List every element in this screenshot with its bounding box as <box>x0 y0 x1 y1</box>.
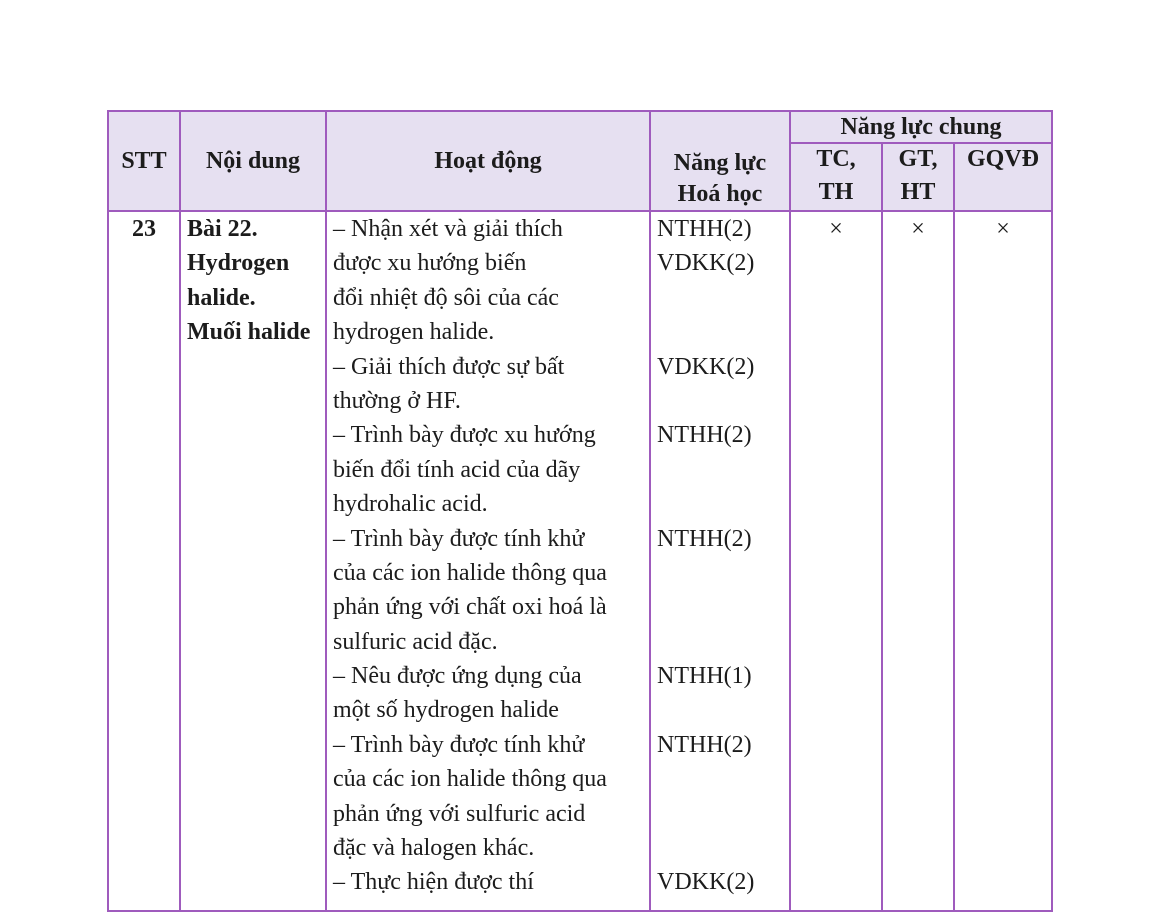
competency-line <box>657 590 789 624</box>
activity-line: – Nêu được ứng dụng của <box>333 663 582 690</box>
competency-line: VDKK(2) <box>657 869 755 896</box>
row-tc-th <box>790 211 882 911</box>
header-gt-ht-line2: HT <box>900 179 936 205</box>
header-tc-th <box>790 143 882 211</box>
header-gt-ht-line1: GT, <box>898 146 938 172</box>
header-stt: STT <box>108 111 180 211</box>
header-nang-luc-hoa-hoc-line1: Năng lực <box>673 150 767 176</box>
competency-line <box>657 831 789 865</box>
header-gt-ht <box>882 143 954 211</box>
activity-line: của các ion halide thông qua <box>333 559 607 586</box>
competency-line <box>657 487 789 521</box>
noi-dung-line: Bài 22. <box>187 216 258 242</box>
competency-line: NTHH(2) <box>657 216 752 242</box>
gt-ht-mark: × <box>911 216 925 242</box>
header-noi-dung: Nội dung <box>180 111 326 211</box>
competency-line <box>657 797 789 831</box>
gqvd-mark: × <box>996 216 1010 242</box>
table-header <box>108 111 1052 211</box>
row-gt-ht <box>882 211 954 911</box>
header-gqvd <box>954 143 1052 211</box>
noi-dung-line: Muối halide <box>187 319 311 346</box>
activity-line: hydrohalic acid. <box>333 491 488 518</box>
noi-dung-line: Hydrogen <box>187 250 290 277</box>
activity-line: phản ứng với sulfuric acid <box>333 800 586 827</box>
competency-line: VDKK(2) <box>657 353 755 380</box>
activity-line: thường ở HF. <box>333 387 461 414</box>
activity-line: – Trình bày được tính khử <box>333 525 585 552</box>
row-gqvd <box>954 211 1052 911</box>
table-row <box>108 211 1052 911</box>
activity-line: được xu hướng biến <box>333 250 527 277</box>
activity-line: sulfuric acid đặc. <box>333 628 498 655</box>
header-nang-luc-hoa-hoc-line2: Hoá học <box>677 181 763 207</box>
activity-line: của các ion halide thông qua <box>333 766 607 793</box>
header-nang-luc-hoa-hoc <box>650 111 790 211</box>
activity-line: phản ứng với chất oxi hoá là <box>333 594 607 621</box>
activity-line: – Giải thích được sự bất <box>333 353 565 380</box>
header-hoat-dong: Hoạt động <box>326 111 650 211</box>
header-gqvd-label: GQVĐ <box>967 146 1040 172</box>
competency-line <box>657 625 789 659</box>
competency-line <box>657 315 789 349</box>
competency-table <box>107 110 1053 912</box>
activity-line: đặc và halogen khác. <box>333 835 535 862</box>
competency-line <box>657 762 789 796</box>
competency-line: NTHH(1) <box>657 663 752 690</box>
activity-line: – Thực hiện được thí <box>333 869 534 896</box>
activity-line: – Nhận xét và giải thích <box>333 216 563 242</box>
competency-line: NTHH(2) <box>657 525 752 552</box>
activity-line: hydrogen halide. <box>333 319 495 346</box>
header-tc-th-line1: TC, <box>816 146 856 172</box>
row-stt <box>108 211 180 911</box>
competency-line <box>657 384 789 418</box>
activity-line: biến đổi tính acid của dãy <box>333 456 581 483</box>
competency-line: VDKK(2) <box>657 250 755 277</box>
competency-line <box>657 281 789 315</box>
competency-line: NTHH(2) <box>657 422 752 449</box>
activity-line: đổi nhiệt độ sôi của các <box>333 284 559 311</box>
competency-line <box>657 693 789 727</box>
activity-line: – Trình bày được tính khử <box>333 731 585 758</box>
noi-dung-line: halide. <box>187 284 256 311</box>
header-nang-luc-chung: Năng lực chung <box>790 111 1052 143</box>
tc-th-mark: × <box>829 216 843 242</box>
header-tc-th-line2: TH <box>818 179 854 205</box>
competency-line <box>657 556 789 590</box>
row-stt-value: 23 <box>132 216 156 242</box>
competency-line: NTHH(2) <box>657 731 752 758</box>
row-noi-dung <box>180 211 326 911</box>
row-nang-luc-hoa-hoc <box>650 211 790 911</box>
activity-line: – Trình bày được xu hướng <box>333 422 596 449</box>
row-hoat-dong <box>326 211 650 911</box>
competency-line <box>657 453 789 487</box>
activity-line: một số hydrogen halide <box>333 697 559 724</box>
